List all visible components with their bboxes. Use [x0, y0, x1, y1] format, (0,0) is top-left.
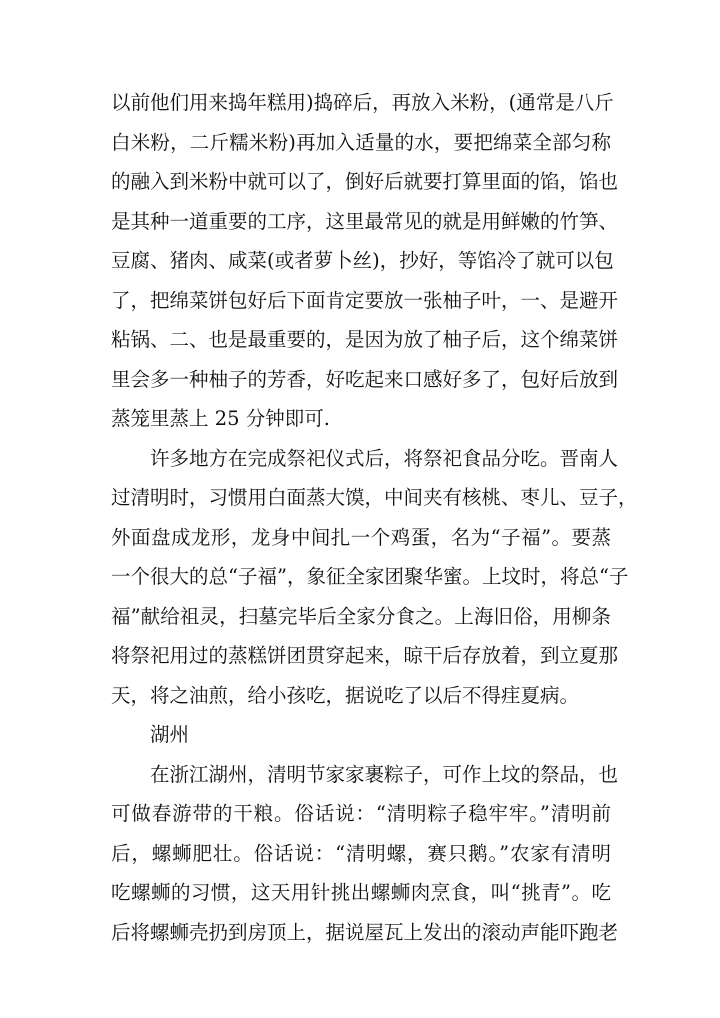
- text-line: 后，螺蛳肥壮。俗话说：“清明螺，赛只鹅。”农家有清明: [111, 841, 611, 865]
- text-line: 后将螺蛳壳扔到房顶上，据说屋瓦上发出的滚动声能吓跑老: [111, 920, 619, 944]
- text-line: 蒸笼里蒸上 25 分钟即可.: [111, 407, 330, 430]
- text-line: 天，将之油煎，给小孩吃，据说吃了以后不得疰夏病。: [111, 683, 580, 707]
- text-line: 里会多一种柚子的芳香，好吃起来口感好多了，包好后放到: [111, 367, 619, 391]
- text-line: 将祭祀用过的蒸糕饼团贯穿起来，晾干后存放着，到立夏那: [111, 644, 619, 667]
- text-line: 白米粉，二斤糯米粉)再加入适量的水，要把绵菜全部匀称: [111, 130, 611, 154]
- text-line: 的融入到米粉中就可以了，倒好后就要打算里面的馅，馅也: [111, 170, 619, 193]
- text-line: 豆腐、猪肉、咸菜(或者萝卜丝)，抄好，等馅冷了就可以包: [111, 249, 614, 272]
- body-text: [111, 83, 638, 952]
- text-line: 外面盘成龙形，龙身中间扎一个鸡蛋，名为“子福”。要蒸: [111, 525, 611, 549]
- text-line: 一个很大的总“子福”，象征全家团聚华蜜。上坟时，将总“子: [111, 565, 629, 588]
- text-line: 在浙江湖州，清明节家家裹粽子，可作上坟的祭品，也: [150, 762, 619, 786]
- text-line: 福”献给祖灵，扫墓完毕后全家分食之。上海旧俗，用柳条: [111, 604, 611, 628]
- text-line: 是其种一道重要的工序，这里最常见的就是用鲜嫩的竹笋、: [111, 209, 619, 233]
- text-line: 过清明时，习惯用白面蒸大馍，中间夹有核桃、枣儿、豆子，: [111, 486, 638, 509]
- text-line: 吃螺蛳的习惯，这天用针挑出螺蛳肉烹食，叫“挑青”。吃: [111, 881, 611, 904]
- text-line: 许多地方在完成祭祀仪式后，将祭祀食品分吃。晋南人: [150, 446, 619, 470]
- section-heading: 湖州: [150, 723, 190, 746]
- text-line: 了，把绵菜饼包好后下面肯定要放一张柚子叶，一、是避开: [111, 288, 619, 312]
- text-line: 粘锅、二、也是最重要的，是因为放了柚子后，这个绵菜饼: [111, 328, 619, 351]
- text-line: 以前他们用来捣年糕用)捣碎后，再放入米粉，(通常是八斤: [111, 91, 614, 114]
- text-line: 可做春游带的干粮。俗话说：“清明粽子稳牢牢。”清明前: [111, 802, 611, 825]
